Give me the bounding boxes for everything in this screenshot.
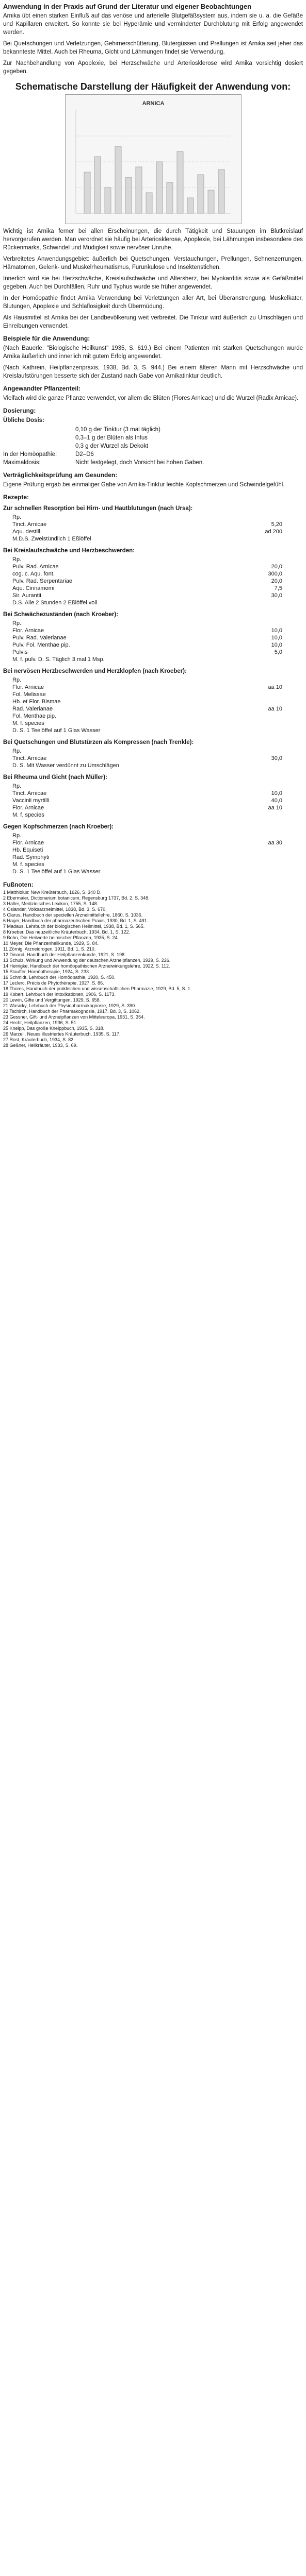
recipe-line [3, 521, 303, 528]
recipe-ingredient: Tinct. Arnicae [12, 755, 47, 761]
recipe-line [3, 535, 303, 543]
recipe-ingredient: Flor. Arnicae [12, 805, 44, 811]
recipe-block [3, 773, 303, 819]
footnote-list [3, 890, 303, 1048]
recipe-ingredient: Rp. [12, 556, 22, 563]
recipe-heading: Bei Kreislaufschwäche und Herzbeschwerden: [3, 548, 135, 554]
recipe-line [3, 868, 303, 875]
recipe-ingredient: M. f. species [12, 861, 44, 868]
recipe-amount: 10,0 [271, 635, 282, 641]
footnote: 2 Ebermaier, Dictionarium botanicum, Regensburg 1737, Bd. 2, S. 348. [3, 895, 150, 901]
recipe-ingredient: cog. c. Aqu. font. [12, 571, 55, 577]
recipe-line [3, 698, 303, 705]
recipe-line [3, 755, 303, 762]
dosage-value: Nicht festgelegt, doch Vorsicht bei hohen Gaben. [75, 460, 204, 466]
recipe-line [3, 762, 303, 769]
recipe-amount: aa 30 [268, 840, 282, 846]
dosage-row [3, 426, 303, 434]
footnote: 13 Schulz, Wirkung und Anwendung der deutschen Arzneipflanzen, 1929, S. 226. [3, 958, 171, 963]
body-paragraph: Innerlich wird sie bei Herzschwäche, Kreislaufschwäche und Altersherz, bei Myokarditis sowie als Gefäßmittel gegeben. Auch bei Durchfällen, Ruhr und Typhus wurde sie früher angewendet. [3, 276, 303, 290]
recipe-heading: Zur schnellen Resorption bei Hirn- und Hautblutungen (nach Ursa): [3, 505, 193, 512]
recipe-line [3, 556, 303, 563]
recipe-block [3, 611, 303, 663]
recipe-ingredient: Vaccinii myrtilli [12, 798, 50, 804]
recipe-ingredient: Hb. et Flor. Bismae [12, 699, 61, 705]
body-paragraph: In der Homöopathie findet Arnika Verwendung bei Verletzungen aller Art, bei Überanstrengung, Muskelkater, Blutungen, Apoplexie und Schlaflosigkeit durch Übermüdung. [3, 295, 303, 310]
recipe-ingredient: Fol. Menthae pip. [12, 713, 56, 719]
dosage-heading: Dosierung: [3, 407, 36, 414]
footnote: 4 Osiander, Volksarzneimittel, 1838, Bd. 3, S. 670. [3, 907, 107, 912]
recipe-amount: 30,0 [271, 755, 282, 761]
recipes-heading: Rezepte: [3, 494, 29, 501]
recipe-ingredient: Aqu. Cinnamomi [12, 585, 55, 591]
recipe-line [3, 620, 303, 627]
chart-heading: Schematische Darstellung der Häufigkeit der Anwendung von: [15, 81, 291, 92]
recipe-amount: 10,0 [271, 628, 282, 634]
footnote: 22 Tschirch, Handbuch der Pharmakognosie, 1917, Bd. 3, S. 1062. [3, 1009, 141, 1014]
dosage-key [3, 442, 70, 450]
recipe-list [3, 504, 303, 875]
recipe-ingredient: Pulv. Rad. Serpentariae [12, 578, 72, 584]
recipe-amount: 7,5 [274, 585, 282, 591]
recipe-amount: 5,0 [274, 649, 282, 655]
recipe-ingredient: Pulv. Rad. Valerianae [12, 635, 67, 641]
footnote: 26 Marzell, Neues illustriertes Kräuterbuch, 1935, S. 117. [3, 1031, 121, 1037]
recipe-line [3, 804, 303, 811]
recipe-ingredient: Tinct. Arnicae [12, 521, 47, 528]
recipe-ingredient: Hb. Equiseti [12, 847, 43, 853]
recipe-ingredient: Flor. Arnicae [12, 628, 44, 634]
recipe-line [3, 641, 303, 649]
recipe-line [3, 727, 303, 734]
recipe-amount: 300,0 [268, 571, 282, 577]
dosage-key [3, 434, 70, 442]
recipe-amount: ad 200 [265, 529, 282, 535]
recipe-heading: Bei Schwächezuständen (nach Kroeber): [3, 612, 119, 618]
recipe-line [3, 861, 303, 868]
footnote: 23 Gessner, Gift- und Arzneipflanzen von Mitteleuropa, 1931, S. 354. [3, 1014, 145, 1020]
intro-paragraph: Arnika übt einen starken Einfluß auf das venöse und arterielle Blutgefäßsystem aus, indem sie u. a. die Gefäße und Kapillaren erweitert. So konnte sie bei Hyperämie und verminderter Durchblutung mit Erfolg angewendet werden. [3, 13, 303, 36]
example-paragraph: (Nach Bauerle: "Biologische Heilkunst" 1935, S. 619.) Bei einem Patienten mit starken Quetschungen wurde Arnika äußerlich und innerlich mit gutem Erfolg angewendet. [3, 345, 303, 360]
recipe-line [3, 748, 303, 755]
recipe-line [3, 585, 303, 592]
recipe-line [3, 563, 303, 570]
dosage-row [3, 434, 303, 442]
footnote: 8 Kroeber, Das neuzeitliche Kräuterbuch, 1934, Bd. 1, S. 122. [3, 929, 131, 935]
recipe-line [3, 846, 303, 854]
recipe-heading: Bei Rheuma und Gicht (nach Müller): [3, 774, 107, 781]
footnote: 28 Geßner, Heilkräuter, 1933, S. 69. [3, 1043, 78, 1048]
recipe-ingredient: Tinct. Arnicae [12, 790, 47, 796]
recipe-line [3, 656, 303, 663]
recipe-ingredient: D.S. Alle 2 Stunden 2 Eßlöffel voll [12, 600, 98, 606]
recipe-ingredient: Rp. [12, 514, 22, 520]
recipe-ingredient: Rad. Valerianae [12, 706, 53, 712]
recipe-amount: aa 10 [268, 706, 282, 712]
footnote: 20 Lewin, Gifte und Vergiftungen, 1929, S. 658. [3, 997, 101, 1003]
chart-figure [3, 94, 303, 224]
recipe-line [3, 684, 303, 691]
recipe-block [3, 504, 303, 543]
recipe-line [3, 713, 303, 720]
recipe-amount: 20,0 [271, 564, 282, 570]
recipe-ingredient: D. S. Mit Wasser verdünnt zu Umschlägen [12, 762, 119, 769]
recipe-line [3, 528, 303, 535]
recipe-ingredient: Rp. [12, 783, 22, 789]
recipe-ingredient: Pulvis [12, 649, 28, 655]
footnote: 17 Leclerc, Précis de Phytothérapie, 1927, S. 86. [3, 980, 104, 986]
recipe-line [3, 599, 303, 606]
dosage-row [3, 459, 303, 467]
recipe-ingredient: Fol. Melissae [12, 691, 46, 698]
plant-part-text: Vielfach wird die ganze Pflanze verwendet, vor allem die Blüten (Flores Arnicae) und die Wurzel (Radix Arnicae). [3, 395, 299, 401]
recipe-heading: Gegen Kopfschmerzen (nach Kroeber): [3, 824, 114, 830]
footnote: 19 Kobert, Lehrbuch der Intoxikationen, 1906, S. 1173. [3, 992, 116, 997]
recipe-ingredient: M. f. pulv. D. S. Täglich 3 mal 1 Msp. [12, 656, 105, 663]
intro-paragraph: Zur Nachbehandlung von Apoplexie, bei Herzschwäche und Arteriosklerose wird Arnika vorsichtig dosiert gegeben. [3, 60, 303, 75]
frequency-diagram [66, 95, 241, 224]
recipe-ingredient: Flor. Arnicae [12, 840, 44, 846]
footnote: 6 Hager, Handbuch der pharmazeutischen Praxis, 1930, Bd. 1, S. 491. [3, 918, 149, 923]
dosage-value: D2–D6 [75, 451, 94, 457]
plant-part-heading: Angewandter Pflanzenteil: [3, 385, 81, 392]
recipe-amount: aa 10 [268, 684, 282, 690]
dosage-list [3, 426, 303, 467]
recipe-ingredient: Flor. Arnicae [12, 684, 44, 690]
tolerance-text: Eigene Prüfung ergab bei einmaliger Gabe von Arnika-Tinktur leichte Kopfschmerzen und Schwindelgefühl. [3, 482, 285, 488]
recipe-amount: 10,0 [271, 642, 282, 648]
recipe-block [3, 823, 303, 875]
footnote: 25 Kneipp, Das große Kneippbuch, 1935, S. 318. [3, 1026, 105, 1031]
recipe-line [3, 649, 303, 656]
footnote: 24 Hecht, Heilpflanzen, 1936, S. 51. [3, 1020, 78, 1025]
recipe-line [3, 720, 303, 727]
recipe-ingredient: Sir. Aurantii [12, 592, 41, 599]
recipe-heading: Bei Quetschungen und Blutstürzen als Kompressen (nach Trenkle): [3, 739, 194, 745]
dosage-value: 0,3–1 g der Blüten als Infus [75, 435, 148, 441]
recipe-line [3, 570, 303, 578]
recipe-line [3, 839, 303, 846]
recipe-line [3, 676, 303, 684]
recipe-block [3, 738, 303, 769]
recipe-line [3, 578, 303, 585]
dosage-key [3, 426, 70, 434]
recipe-line [3, 634, 303, 641]
recipe-amount: 20,0 [271, 578, 282, 584]
footnote: 18 Thoms, Handbuch der praktischen und wissenschaftlichen Pharmazie, 1929, Bd. 5, S. 1. [3, 986, 192, 991]
recipe-amount: 40,0 [271, 798, 282, 804]
footnote: 27 Rost, Kräuterbuch, 1934, S. 82. [3, 1037, 75, 1042]
footnote: 11 Zörnig, Arzneidrogen, 1911, Bd. 1, S. 210. [3, 946, 96, 952]
page [0, 0, 306, 1048]
section-title: Anwendung in der Praxis auf Grund der Literatur und eigener Beobachtungen [3, 3, 252, 10]
recipe-ingredient: Rp. [12, 677, 22, 683]
recipe-line [3, 627, 303, 634]
footnote: 15 Stauffer, Homöotherapie, 1924, S. 233. [3, 969, 90, 974]
footnote: 16 Schmidt, Lehrbuch der Homöopathie, 1920, S. 450. [3, 975, 116, 980]
body-paragraph: Wichtig ist Arnika ferner bei allen Erscheinungen, die durch Tätigkeit und Stauungen im Blutkreislauf hervorgerufen werden. Man verordnet sie häufig bei Arteriosklerose, Apoplexie, bei Lähmungen insbesondere des Rückenmarks, Schwindel und Müdigkeit sowie nervöser Unruhe. [3, 228, 303, 251]
recipe-ingredient: Aqu. destill. [12, 529, 42, 535]
footnote: 7 Madaus, Lehrbuch der biologischen Heilmittel, 1938, Bd. 1, S. 565. [3, 924, 145, 929]
recipe-amount: 30,0 [271, 592, 282, 599]
recipe-block [3, 547, 303, 606]
recipe-ingredient: Rp. [12, 620, 22, 626]
recipe-line [3, 705, 303, 713]
dosage-row [3, 442, 303, 450]
footnote: 3 Haller, Medizinisches Lexikon, 1755, S. 148. [3, 901, 99, 906]
footnote: 10 Meyer, Die Pflanzenheilkunde, 1929, S. 84. [3, 941, 99, 946]
footnote: 14 Heinigke, Handbuch der homöopathischen Arzneiwirkungslehre, 1922, S. 112. [3, 963, 170, 969]
dosage-key: Maximaldosis: [3, 460, 41, 466]
recipe-ingredient: M. f. species [12, 812, 44, 818]
recipe-line [3, 854, 303, 861]
dosage-key: In der Homöopathie: [3, 451, 57, 457]
body-paragraph: Verbreitetes Anwendungsgebiet: äußerlich bei Quetschungen, Verstauchungen, Prellungen, Sehnenzerrungen, Hämatomen, Gelenk- und Muskelrheumatismus, Furunkulose und Insektenstichen. [3, 256, 303, 270]
recipe-ingredient: Rad. Symphyti [12, 854, 50, 860]
dosage-row [3, 450, 303, 459]
recipe-ingredient: Rp. [12, 833, 22, 839]
recipe-line [3, 514, 303, 521]
recipe-ingredient: M. f. species [12, 720, 44, 726]
footnote: 21 Wasicky, Lehrbuch der Physiopharmakognosie, 1929, S. 390. [3, 1003, 136, 1008]
footnote: 12 Dinand, Handbuch der Heilpflanzenkunde, 1921, S. 198. [3, 952, 126, 957]
body-paragraph: Als Hausmittel ist Arnika bei der Landbevölkerung weit verbreitet. Die Tinktur wird äußerlich zu Umschlägen und Einreibungen verwendet. [3, 315, 303, 329]
recipe-ingredient: Pulv. Fol. Menthae pip. [12, 642, 70, 648]
footnotes-heading: Fußnoten: [3, 881, 34, 888]
recipe-line [3, 797, 303, 804]
dosage-value: 0,10 g der Tinktur (3 mal täglich) [75, 427, 160, 433]
recipe-amount: 10,0 [271, 790, 282, 796]
recipe-block [3, 667, 303, 734]
dosage-value: 0,3 g der Wurzel als Dekokt [75, 443, 149, 449]
recipe-ingredient: D. S. 1 Teelöffel auf 1 Glas Wasser [12, 727, 101, 734]
recipe-ingredient: D. S. 1 Teelöffel auf 1 Glas Wasser [12, 869, 101, 875]
footnote: 5 Clarus, Handbuch der speciellen Arzneimittellehre, 1860, S. 1036. [3, 912, 143, 918]
recipe-amount: aa 10 [268, 805, 282, 811]
recipe-line [3, 811, 303, 819]
recipe-ingredient: M.D.S. Zweistündlich 1 Eßlöffel [12, 536, 91, 542]
recipe-line [3, 790, 303, 797]
footnote: 1 Matthiolus: New Kreüterbuch, 1626, S. 340 D. [3, 890, 102, 895]
recipe-ingredient: Pulv. Rad. Arnicae [12, 564, 59, 570]
recipe-line [3, 592, 303, 599]
recipe-line [3, 783, 303, 790]
chart-label: ARNICA [142, 100, 164, 107]
recipe-line [3, 691, 303, 698]
footnote: 9 Bohn, Die Heilwerte heimischer Pflanzen, 1935, S. 24. [3, 935, 119, 940]
recipe-heading: Bei nervösen Herzbeschwerden und Herzklopfen (nach Kroeber): [3, 668, 187, 674]
intro-paragraph: Bei Quetschungen und Verletzungen, Gehirnerschütterung, Blutergüssen und Prellungen ist Arnika seit jeher das bekannteste Mittel. Auch bei Rheuma, Gicht und Lähmungen findet sie Verwendung. [3, 41, 303, 55]
examples-heading: Beispiele für die Anwendung: [3, 335, 90, 342]
recipe-amount: 5,20 [271, 521, 282, 528]
tolerance-heading: Verträglichkeitsprüfung am Gesunden: [3, 471, 118, 479]
recipe-ingredient: Rp. [12, 748, 22, 754]
recipe-line [3, 832, 303, 839]
dosage-subheading: Übliche Dosis: [3, 417, 44, 423]
example-paragraph: (Nach Kathrein, Heilpflanzenpraxis, 1938, Bd. 3, S. 944.) Bei einem älteren Mann mit Herzschwäche und Kreislaufstörungen besserte sich der Zustand nach Gabe von Arnikatinktur deutlich. [3, 365, 303, 379]
chart-box [65, 94, 241, 224]
